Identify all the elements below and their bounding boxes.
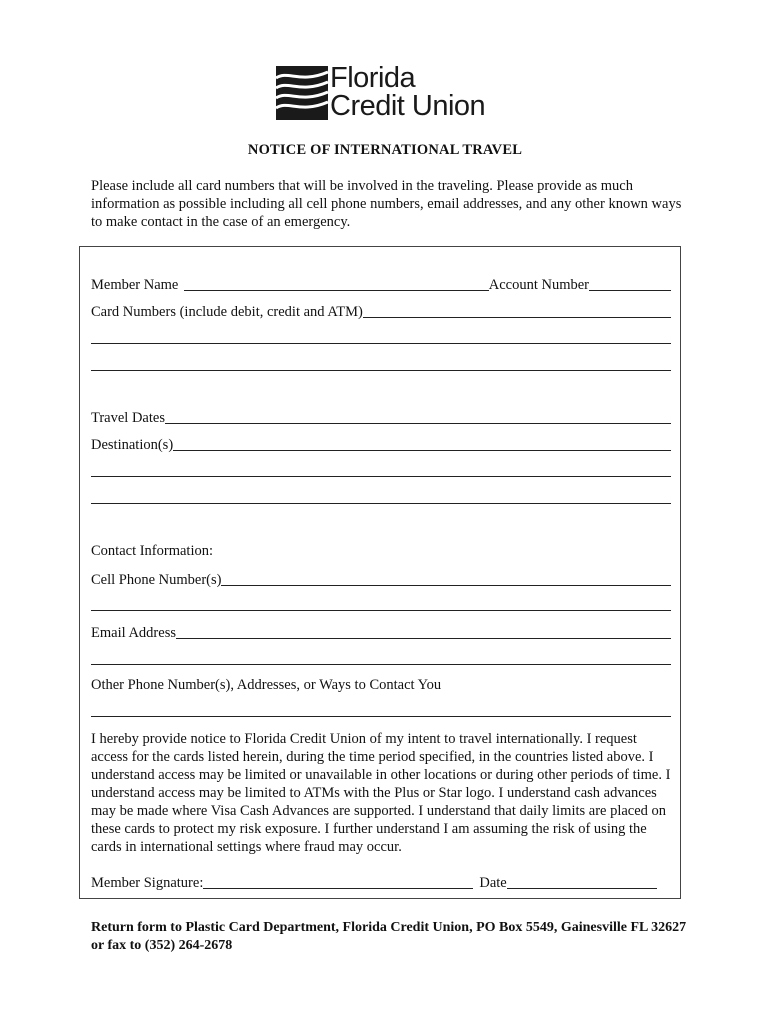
member-name-label: Member Name xyxy=(91,277,179,293)
email-field[interactable] xyxy=(176,637,671,639)
logo-line-2: Credit Union xyxy=(330,90,486,122)
cell-phone-row xyxy=(91,569,671,589)
card-numbers-line-3[interactable] xyxy=(91,370,671,371)
florida-credit-union-logo xyxy=(274,64,514,126)
logo-line-1: Florida xyxy=(330,62,416,94)
account-number-field[interactable] xyxy=(589,289,671,291)
destinations-field[interactable] xyxy=(173,449,671,451)
card-numbers-row xyxy=(91,301,671,321)
other-contact-field[interactable] xyxy=(91,716,671,717)
card-numbers-label: Card Numbers (include debit, credit and ATM) xyxy=(91,304,363,320)
intro-paragraph: Please include all card numbers that will be involved in the traveling. Please provide as much information as possible including all cell phone numbers, email addresses, and any other known ways to make contact in the case of an emergency. xyxy=(91,178,682,230)
destinations-row xyxy=(91,434,671,454)
logo-wordmark xyxy=(330,64,485,120)
member-name-row xyxy=(91,274,671,294)
email-row xyxy=(91,622,671,642)
signature-field[interactable] xyxy=(203,887,473,889)
cell-phone-label: Cell Phone Number(s) xyxy=(91,572,222,588)
member-name-field[interactable] xyxy=(184,289,488,291)
destinations-line-3[interactable] xyxy=(91,503,671,504)
destinations-label: Destination(s) xyxy=(91,437,174,453)
travel-dates-field[interactable] xyxy=(165,422,671,424)
date-field[interactable] xyxy=(507,887,657,889)
account-number-label: Account Number xyxy=(488,277,589,293)
contact-information-heading: Contact Information: xyxy=(91,543,214,559)
wave-flag-icon xyxy=(274,64,330,122)
destinations-line-2[interactable] xyxy=(91,476,671,477)
cell-phone-field[interactable] xyxy=(221,584,671,586)
travel-dates-row xyxy=(91,407,671,427)
signature-row xyxy=(91,872,671,892)
notice-statement: I hereby provide notice to Florida Credit Union of my intent to travel internationally. I request access for the cards listed herein, during the time period specified, in the countries listed above. I understand access may be limited or unavailable in other locations or during other periods of time. I understand access may be limited to ATMs with the Plus or Star logo. I understand cash advances may be made where Visa Cash Advances are supported. I understand that daily limits are placed on these cards to protect my risk exposure. I further understand I am assuming the risk of using the cards in international settings where fraud may occur. xyxy=(91,731,671,855)
other-contact-label: Other Phone Number(s), Addresses, or Ways to Contact You xyxy=(91,677,442,693)
card-numbers-field[interactable] xyxy=(363,316,671,318)
signature-label: Member Signature: xyxy=(91,875,204,891)
cell-phone-line-2[interactable] xyxy=(91,610,671,611)
email-line-2[interactable] xyxy=(91,664,671,665)
email-label: Email Address xyxy=(91,625,176,641)
page-title: NOTICE OF INTERNATIONAL TRAVEL xyxy=(247,142,523,158)
date-label: Date xyxy=(479,875,507,891)
return-instructions: Return form to Plastic Card Department, Florida Credit Union, PO Box 5549, Gainesville FL 32627 or fax to (352) 264-2678 xyxy=(91,920,687,953)
card-numbers-line-2[interactable] xyxy=(91,343,671,344)
travel-dates-label: Travel Dates xyxy=(91,410,165,426)
